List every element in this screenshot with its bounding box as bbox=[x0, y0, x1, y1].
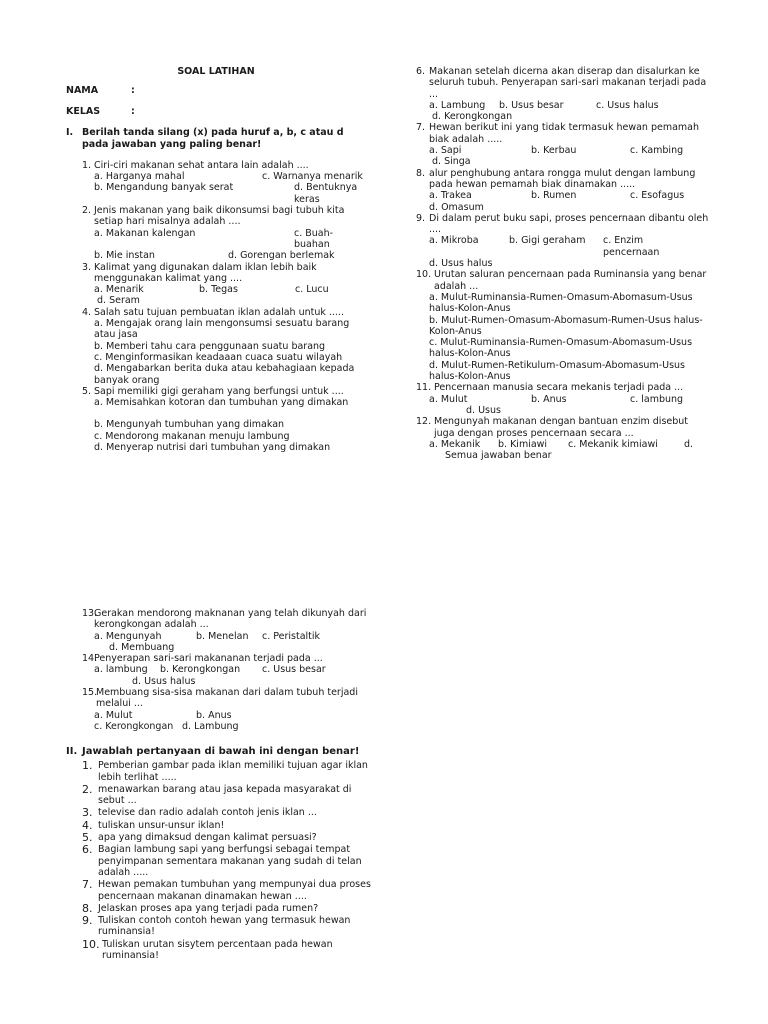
question-number: 5. bbox=[82, 385, 92, 397]
question-number: 4. bbox=[82, 306, 92, 318]
question-number: 4. bbox=[82, 818, 93, 832]
question-number: 6. bbox=[416, 66, 426, 77]
option-d[interactable]: d. Menyerap nutrisi dari tumbuhan yang dimakan bbox=[94, 442, 331, 454]
right-column bbox=[416, 66, 710, 461]
kelas-row bbox=[66, 106, 366, 118]
option-d[interactable]: d. Usus bbox=[466, 404, 501, 416]
option-d[interactable]: d. Lambung bbox=[182, 720, 239, 732]
section-1-number: I. bbox=[66, 127, 74, 139]
question-number: 8. bbox=[82, 901, 93, 915]
question-9 bbox=[416, 213, 710, 236]
option-b[interactable]: b. Anus bbox=[531, 393, 567, 405]
question-5 bbox=[66, 386, 366, 397]
section-2-heading bbox=[66, 746, 376, 757]
option-d[interactable]: d. Bentuknya keras bbox=[294, 182, 358, 205]
question-6-options bbox=[416, 100, 710, 123]
option-a[interactable]: a. Mengajak orang lain mengonsumsi sesuatu barang atau jasa bbox=[94, 318, 350, 341]
question-15 bbox=[66, 687, 376, 710]
option-a[interactable]: a. Sapi bbox=[429, 145, 462, 157]
option-c[interactable]: c. Mendorong makanan menuju lambung bbox=[94, 430, 290, 442]
essay-question-5 bbox=[66, 832, 376, 843]
option-a[interactable]: a. Memisahkan kotoran dan tumbuhan yang dimakan bbox=[94, 397, 349, 409]
option-b[interactable]: b. Mie instan bbox=[94, 250, 155, 262]
option-a[interactable]: a. Lambung bbox=[429, 99, 486, 111]
option-a[interactable]: a. Harganya mahal bbox=[94, 171, 185, 183]
question-number: 1. bbox=[82, 759, 93, 773]
question-4 bbox=[66, 307, 366, 318]
option-b[interactable]: b. Mengandung banyak serat bbox=[94, 182, 234, 194]
question-number: 9. bbox=[416, 212, 426, 224]
question-text: alur penghubung antara rongga mulut dengan lambung pada hewan pemamah biak dinamakan ..... bbox=[429, 167, 696, 190]
question-text: Bagian lambung sapi yang berfungsi sebagai tempat penyimpanan sementara makanan yang sudah di telan adalah ..... bbox=[98, 844, 362, 878]
option-c[interactable]: c. Kambing bbox=[630, 145, 684, 157]
question-number: 14. bbox=[82, 653, 98, 665]
question-12 bbox=[416, 416, 710, 439]
option-c[interactable]: c. Enzim pencernaan bbox=[603, 235, 660, 258]
worksheet-title: SOAL LATIHAN bbox=[177, 66, 255, 77]
question-9-options bbox=[416, 235, 710, 269]
kelas-colon: : bbox=[131, 106, 135, 118]
question-2 bbox=[66, 205, 366, 228]
question-number: 3. bbox=[82, 806, 93, 820]
question-text: Makanan setelah dicerna akan diserap dan disalurkan ke seluruh tubuh. Penyerapan sari-sari makanan terjadi pada ... bbox=[429, 66, 707, 100]
question-number: 7. bbox=[416, 122, 426, 134]
option-b[interactable]: b. Rumen bbox=[531, 190, 577, 202]
question-text: tuliskan unsur-unsur iklan! bbox=[98, 819, 225, 831]
question-text: Pemberian gambar pada iklan memiliki tujuan agar iklan lebih terlihat ..... bbox=[98, 760, 368, 783]
question-number: 2. bbox=[82, 205, 92, 217]
option-c[interactable]: c. Warnanya menarik bbox=[262, 171, 363, 183]
essay-question-8 bbox=[66, 903, 376, 914]
section-2 bbox=[66, 746, 376, 962]
option-c[interactable]: c. Esofagus bbox=[630, 190, 685, 202]
option-c[interactable]: c. Mekanik kimiawi bbox=[568, 438, 658, 450]
question-3 bbox=[66, 262, 366, 285]
option-a[interactable]: a. Mulut-Ruminansia-Rumen-Omasum-Abomasum-Usus halus-Kolon-Anus bbox=[429, 291, 693, 315]
left-column bbox=[66, 66, 366, 453]
option-d[interactable]: d. Usus halus bbox=[132, 675, 196, 687]
option-c[interactable]: c. Usus halus bbox=[596, 99, 659, 111]
essay-question-2 bbox=[66, 784, 376, 807]
option-c[interactable]: c. Mulut-Ruminansia-Rumen-Omasum-Abomasum-Usus halus-Kolon-Anus bbox=[429, 337, 693, 360]
question-7-options bbox=[416, 145, 710, 168]
option-c[interactable]: c. Peristaltik bbox=[262, 630, 321, 642]
option-c[interactable]: c. Lucu bbox=[295, 284, 329, 296]
option-b[interactable]: b. Anus bbox=[196, 709, 232, 721]
essay-question-4 bbox=[66, 820, 376, 831]
question-number: 13. bbox=[82, 608, 98, 619]
essay-question-3 bbox=[66, 807, 376, 818]
question-1-options bbox=[66, 171, 366, 205]
question-text: Jelaskan proses apa yang terjadi pada rumen? bbox=[98, 902, 319, 914]
option-a[interactable]: a. Mekanik bbox=[429, 438, 481, 450]
question-8 bbox=[416, 168, 710, 191]
kelas-label: KELAS bbox=[66, 106, 101, 118]
question-text: menawarkan barang atau jasa kepada masyarakat di sebut ... bbox=[98, 783, 352, 807]
question-text: Hewan berikut ini yang tidak termasuk hewan pemamah biak adalah ..... bbox=[429, 122, 700, 145]
question-number: 6. bbox=[82, 843, 93, 857]
question-text: Urutan saluran pencernaan pada Ruminansia yang benar adalah ... bbox=[434, 269, 707, 292]
option-a[interactable]: a. Menarik bbox=[94, 284, 144, 296]
question-2-options bbox=[66, 228, 366, 262]
question-text: Gerakan mendorong maknanan yang telah dikunyah dari kerongkongan adalah ... bbox=[94, 608, 367, 631]
question-13-options bbox=[66, 631, 376, 654]
question-14-options bbox=[66, 664, 376, 687]
option-b[interactable]: b. Gigi geraham bbox=[509, 235, 586, 247]
question-number: 3. bbox=[82, 261, 92, 273]
question-14 bbox=[66, 653, 376, 664]
option-d[interactable]: d. Omasum bbox=[429, 201, 484, 213]
section-2-instruction: Jawablah pertanyaan di bawah ini dengan benar! bbox=[82, 746, 360, 757]
option-d-text[interactable]: Semua jawaban benar bbox=[445, 450, 552, 462]
question-12-options bbox=[416, 439, 710, 462]
question-text: Penyerapan sari-sari makananan terjadi pada ... bbox=[94, 653, 323, 665]
question-text: Pencernaan manusia secara mekanis terjadi pada ... bbox=[434, 382, 684, 394]
question-text: Salah satu tujuan pembuatan iklan adalah untuk ..... bbox=[94, 306, 344, 318]
option-a[interactable]: a. Makanan kalengan bbox=[94, 227, 196, 239]
question-number: 15. bbox=[82, 687, 98, 699]
question-number: 10. bbox=[82, 937, 100, 951]
question-number: 11. bbox=[416, 382, 432, 394]
question-10 bbox=[416, 269, 710, 292]
option-b[interactable]: b. Mengunyah tumbuhan yang dimakan bbox=[94, 419, 285, 431]
question-number: 5. bbox=[82, 831, 93, 845]
option-b[interactable]: b. Memberi tahu cara penggunaan suatu barang bbox=[94, 340, 326, 352]
option-b[interactable]: b. Kerongkongan bbox=[160, 664, 241, 676]
question-4-options bbox=[66, 318, 366, 386]
question-text: Hewan pemakan tumbuhan yang mempunyai dua proses pencernaan makanan dinamakan hewan .... bbox=[98, 879, 371, 902]
option-a[interactable]: a. Mulut bbox=[94, 709, 133, 721]
essay-question-1 bbox=[66, 760, 376, 783]
question-15-options bbox=[66, 710, 376, 733]
question-5-options bbox=[66, 397, 366, 453]
option-b[interactable]: b. Tegas bbox=[199, 284, 238, 296]
question-6 bbox=[416, 66, 710, 100]
question-1 bbox=[66, 160, 366, 171]
option-a[interactable]: a. Mulut bbox=[429, 393, 468, 405]
option-c[interactable]: c. Kerongkongan bbox=[94, 720, 174, 732]
question-8-options bbox=[416, 190, 710, 213]
question-7 bbox=[416, 122, 710, 145]
question-number: 1. bbox=[82, 159, 92, 171]
option-a[interactable]: a. Mikroba bbox=[429, 235, 479, 247]
bottom-questions bbox=[66, 608, 376, 732]
option-a[interactable]: a. Mengunyah bbox=[94, 630, 162, 642]
question-text: Jenis makanan yang baik dikonsumsi bagi tubuh kita setiap hari misalnya adalah .... bbox=[94, 205, 345, 228]
option-b[interactable]: b. Menelan bbox=[196, 630, 249, 642]
option-c[interactable]: c. Buah-buahan bbox=[294, 227, 334, 250]
question-text: Membuang sisa-sisa makanan dari dalam tubuh terjadi melalui ... bbox=[96, 687, 358, 710]
nama-label: NAMA bbox=[66, 85, 99, 97]
question-text: Tuliskan contoh contoh hewan yang termasuk hewan ruminansia! bbox=[98, 915, 351, 938]
question-text: televise dan radio adalah contoh jenis iklan ... bbox=[98, 807, 317, 819]
option-c[interactable]: c. lambung bbox=[630, 393, 684, 405]
question-number: 2. bbox=[82, 782, 93, 796]
option-b[interactable]: b. Kimiawi bbox=[498, 438, 548, 450]
question-text: Di dalam perut buku sapi, proses pencernaan dibantu oleh .... bbox=[429, 212, 709, 236]
question-number: 9. bbox=[82, 914, 93, 928]
essay-question-9 bbox=[66, 915, 376, 938]
section-1-heading bbox=[66, 127, 366, 150]
essay-question-7 bbox=[66, 879, 376, 902]
question-text: Kalimat yang digunakan dalam iklan lebih baik menggunakan kalimat yang .... bbox=[94, 261, 317, 284]
question-text: Mengunyah makanan dengan bantuan enzim disebut juga dengan proses pencernaan secara ... bbox=[434, 416, 689, 439]
question-13 bbox=[66, 608, 376, 631]
question-number: 8. bbox=[416, 167, 426, 179]
option-d[interactable]: d. bbox=[684, 438, 694, 450]
question-number: 10. bbox=[416, 269, 432, 281]
option-d[interactable]: d. Singa bbox=[432, 156, 471, 168]
question-text: apa yang dimaksud dengan kalimat persuasi? bbox=[98, 832, 317, 844]
question-text: Sapi memiliki gigi geraham yang berfungsi untuk .... bbox=[94, 385, 344, 397]
option-d[interactable]: d. Gorengan berlemak bbox=[228, 250, 335, 262]
question-11 bbox=[416, 382, 710, 393]
option-c[interactable]: c. Usus besar bbox=[262, 664, 326, 676]
question-10-options bbox=[416, 292, 710, 382]
question-number: 7. bbox=[82, 878, 93, 892]
option-c[interactable]: c. Menginformasikan keadaaan cuaca suatu wilayah bbox=[94, 351, 343, 363]
question-text: Tuliskan urutan sisytem percentaan pada hewan ruminansia! bbox=[102, 938, 333, 962]
nama-colon: : bbox=[131, 85, 135, 97]
option-d[interactable]: d. Seram bbox=[97, 295, 140, 307]
option-b[interactable]: b. Kerbau bbox=[531, 145, 577, 157]
section-1-instruction: Berilah tanda silang (x) pada huruf a, b, c atau d pada jawaban yang paling benar! bbox=[82, 127, 344, 150]
section-2-number: II. bbox=[66, 746, 78, 757]
option-b[interactable]: b. Mulut-Rumen-Omasum-Abomasum-Rumen-Usus halus-Kolon-Anus bbox=[429, 314, 703, 337]
nama-row bbox=[66, 85, 366, 97]
question-number: 12. bbox=[416, 416, 432, 428]
essay-question-10 bbox=[66, 939, 376, 962]
question-text: Ciri-ciri makanan sehat antara lain adalah .... bbox=[94, 159, 309, 171]
option-b[interactable]: b. Usus besar bbox=[499, 99, 564, 111]
option-d[interactable]: d. Mengabarkan berita duka atau kebahagiaan kepada banyak orang bbox=[94, 363, 355, 386]
essay-question-6 bbox=[66, 844, 376, 878]
option-a[interactable]: a. Trakea bbox=[429, 190, 472, 202]
question-11-options bbox=[416, 394, 710, 417]
question-3-options bbox=[66, 284, 366, 307]
option-d[interactable]: d. Kerongkongan bbox=[432, 111, 513, 123]
option-d[interactable]: d. Usus halus bbox=[429, 258, 493, 270]
option-d[interactable]: d. Mulut-Rumen-Retikulum-Omasum-Abomasum-Usus halus-Kolon-Anus bbox=[429, 359, 686, 383]
option-d[interactable]: d. Membuang bbox=[109, 641, 175, 653]
option-a[interactable]: a. lambung bbox=[94, 664, 148, 676]
